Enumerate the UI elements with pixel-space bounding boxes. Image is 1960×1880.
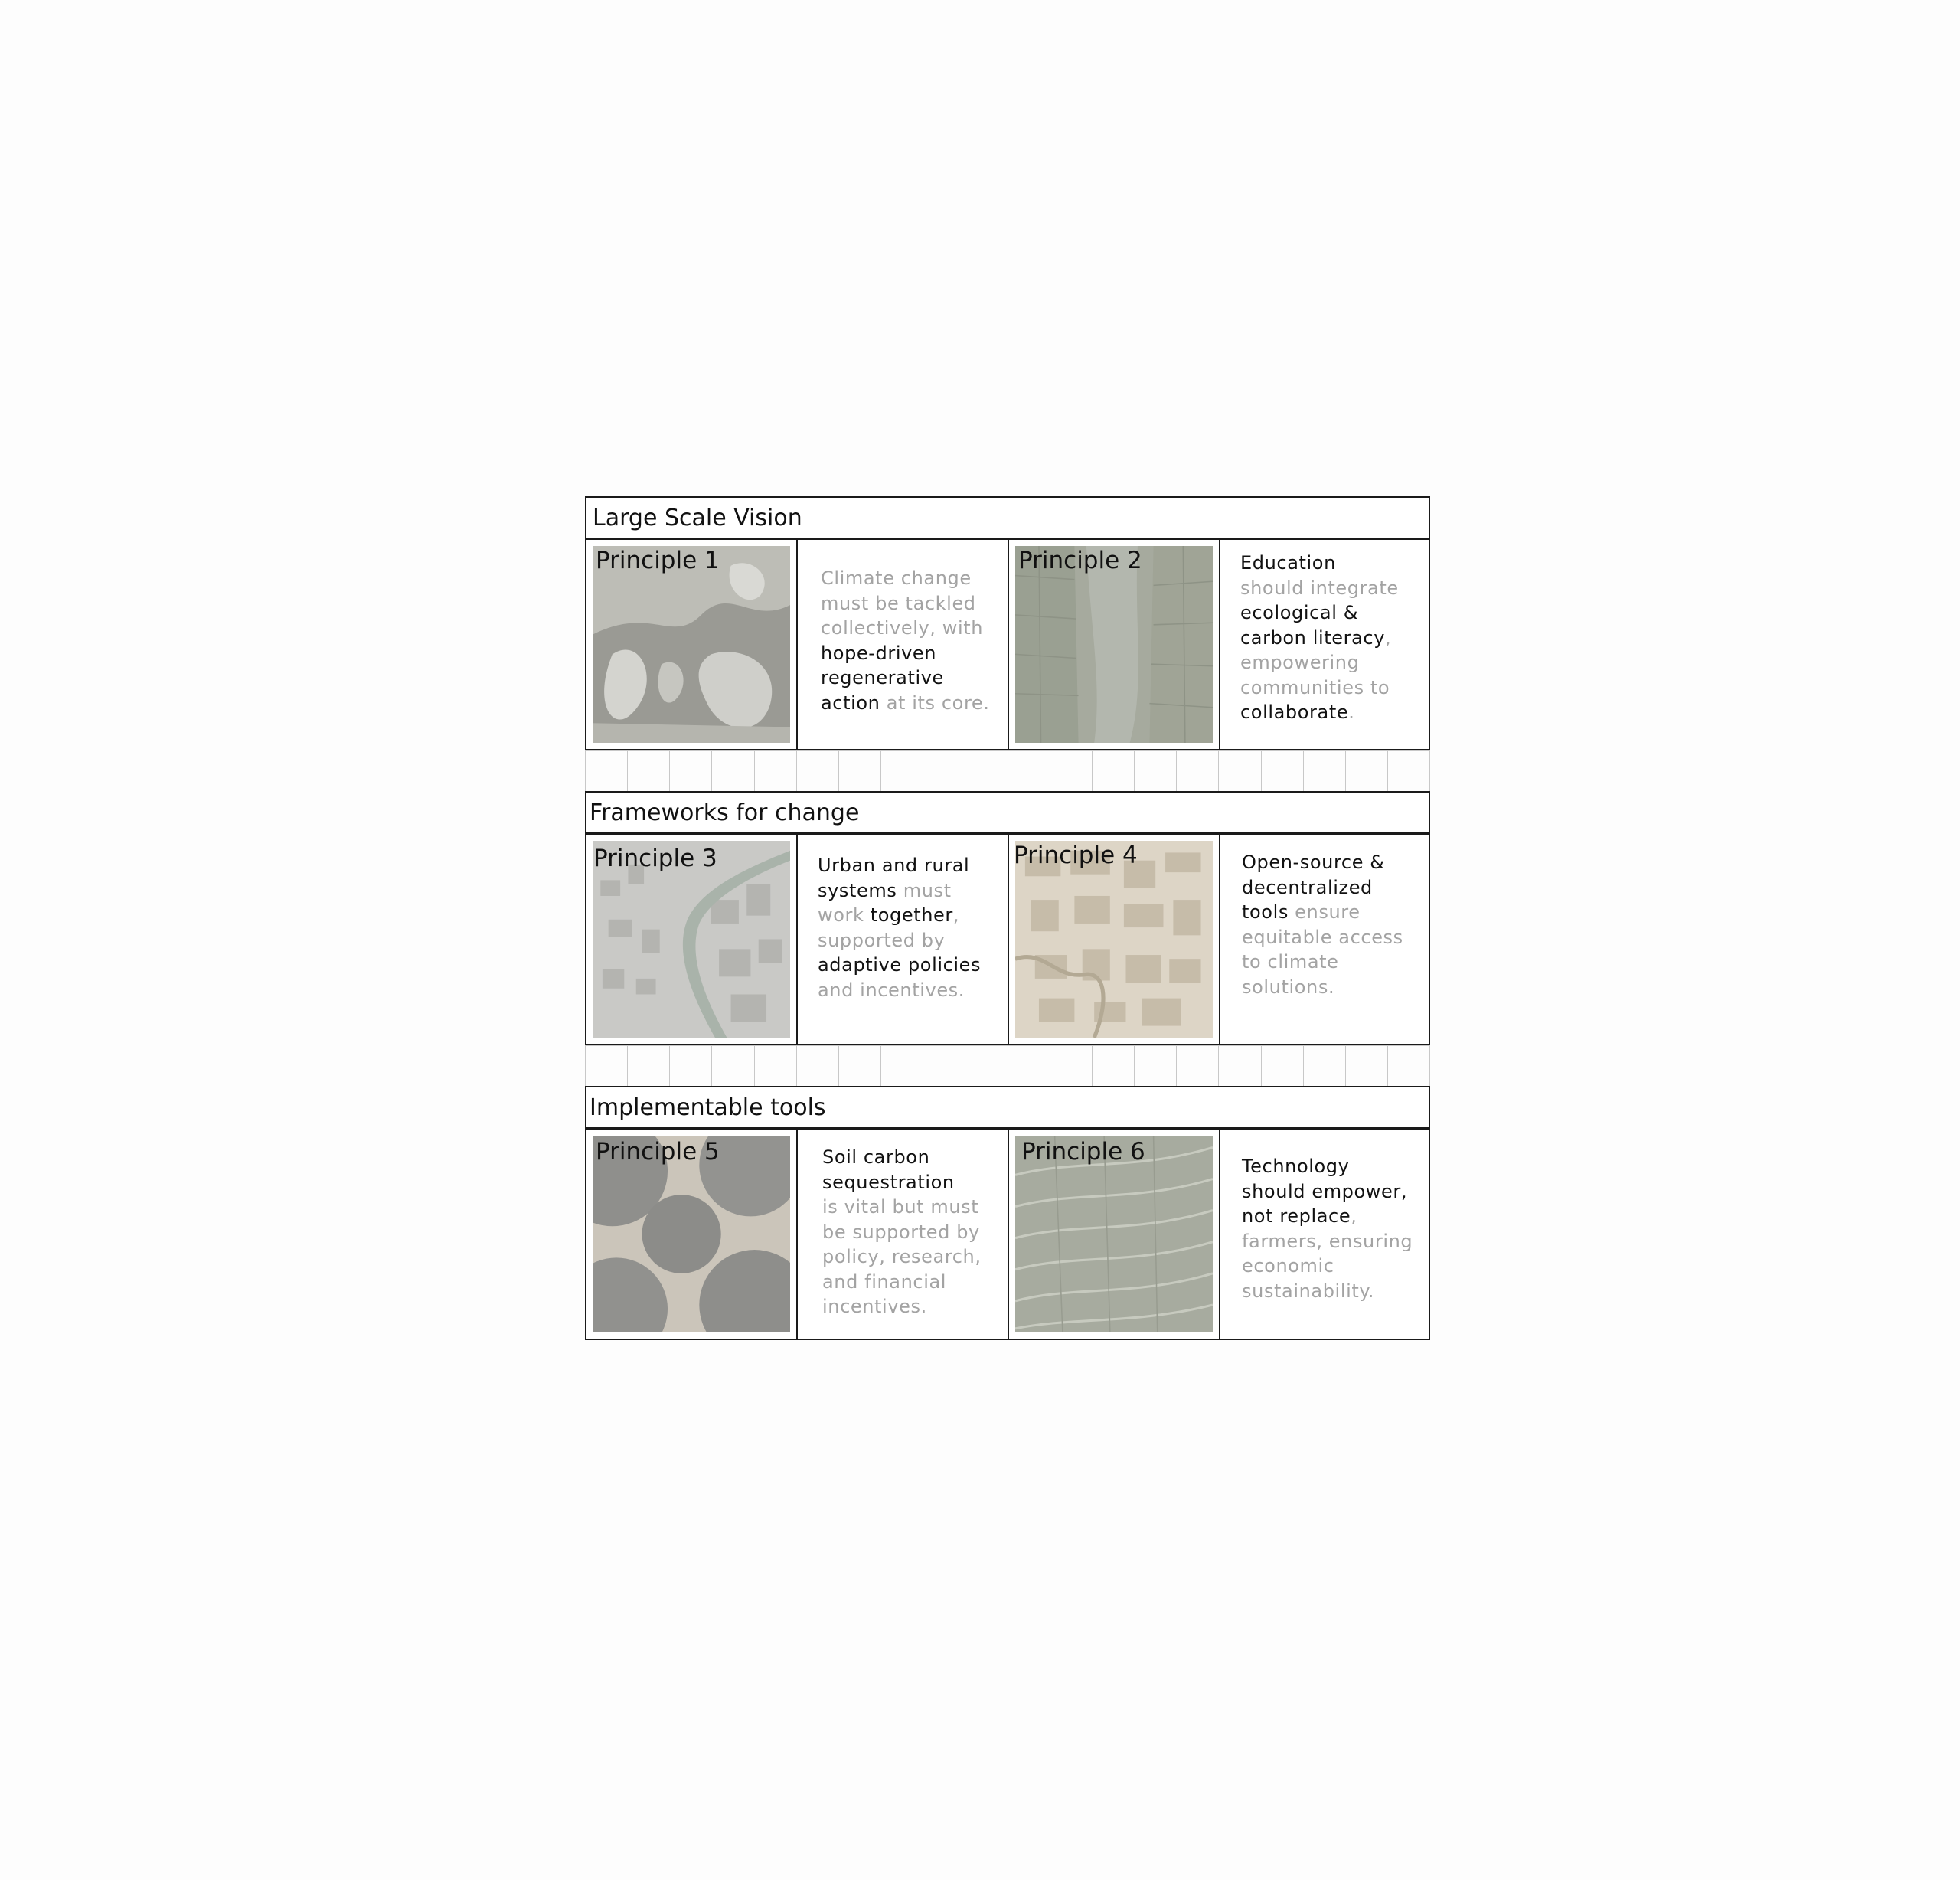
grid-cell	[797, 1046, 839, 1086]
grid-cell	[1346, 751, 1388, 791]
emphasis-text: hope-driven	[821, 642, 937, 664]
section-title: Large Scale Vision	[593, 505, 802, 531]
principle-4-image-panel	[1008, 833, 1220, 1045]
muted-text: is vital but must	[822, 1196, 979, 1218]
grid-cell	[1177, 751, 1219, 791]
grid-cell	[1219, 1046, 1261, 1086]
principle-2-description	[1240, 551, 1399, 725]
muted-text: ensure	[1288, 901, 1361, 923]
grid-cell	[628, 751, 670, 791]
grid-strip-2	[585, 1045, 1430, 1087]
emphasis-text: Technology	[1242, 1156, 1350, 1177]
muted-text: Climate change	[821, 567, 972, 589]
muted-text: sustainability.	[1242, 1280, 1374, 1302]
principle-1-description	[821, 566, 989, 715]
emphasis-text: collaborate	[1240, 701, 1349, 723]
grid-cell	[1050, 1046, 1093, 1086]
section-header-implementable-tools	[585, 1086, 1430, 1129]
description-line	[1240, 551, 1399, 576]
principle-6-text-panel	[1219, 1128, 1430, 1340]
description-line	[822, 1145, 982, 1170]
aerial-terraced-plots-image	[1015, 841, 1213, 1038]
principle-5-label: Principle 5	[596, 1138, 720, 1166]
description-line	[821, 591, 989, 616]
muted-text: be supported by	[822, 1221, 980, 1243]
emphasis-text: carbon literacy	[1240, 626, 1386, 649]
muted-text: ,	[1385, 626, 1392, 649]
grid-cell	[1304, 751, 1346, 791]
muted-text: to climate	[1242, 951, 1339, 973]
muted-text: supported by	[818, 929, 946, 951]
grid-cell	[755, 1046, 797, 1086]
grid-cell	[923, 751, 965, 791]
grid-cell	[965, 751, 1008, 791]
description-line	[1242, 1254, 1413, 1279]
grid-cell	[712, 1046, 754, 1086]
description-line	[1240, 576, 1399, 601]
description-line	[821, 665, 989, 691]
principle-3-text-panel	[796, 833, 1009, 1045]
principle-4-label: Principle 4	[1014, 842, 1138, 869]
grid-cell	[1093, 751, 1135, 791]
description-line	[1242, 875, 1403, 901]
description-line	[821, 566, 989, 591]
section-header-frameworks-for-change	[585, 791, 1430, 834]
grid-cell	[1093, 1046, 1135, 1086]
grid-cell	[797, 751, 839, 791]
muted-text: and incentives.	[818, 979, 965, 1001]
description-line	[818, 903, 981, 928]
grid-cell	[670, 1046, 712, 1086]
description-line	[1240, 675, 1399, 701]
muted-text: ,	[1351, 1205, 1357, 1227]
grid-cell	[670, 751, 712, 791]
description-line	[1242, 900, 1403, 925]
principle-2-label: Principle 2	[1018, 547, 1142, 574]
grid-strip-1	[585, 750, 1430, 792]
principle-3-description	[818, 853, 981, 1002]
emphasis-text: Urban and rural	[818, 855, 970, 876]
muted-text: policy, research,	[822, 1246, 982, 1267]
section-title: Implementable tools	[590, 1094, 826, 1121]
description-line	[818, 878, 981, 904]
principle-5-description	[822, 1145, 982, 1319]
emphasis-text: regenerative	[821, 667, 944, 688]
principle-5-image-panel	[585, 1128, 798, 1340]
muted-text: must be tackled	[821, 592, 976, 614]
grid-cell	[1177, 1046, 1219, 1086]
emphasis-text: systems	[818, 879, 897, 901]
principles-board	[585, 496, 1430, 1342]
grid-cell	[923, 1046, 965, 1086]
muted-text: should integrate	[1240, 577, 1399, 599]
muted-text: .	[1348, 701, 1355, 723]
grid-cell	[1388, 1046, 1430, 1086]
description-line	[818, 953, 981, 978]
muted-text: work	[818, 904, 871, 926]
grid-cell	[1219, 751, 1261, 791]
principle-3-image-panel	[585, 833, 798, 1045]
grid-cell	[1262, 751, 1304, 791]
aerial-river-fields-image	[1015, 546, 1213, 743]
grid-cell	[628, 1046, 670, 1086]
emphasis-text: Open-source &	[1242, 852, 1385, 873]
grid-cell	[585, 1046, 628, 1086]
muted-text: and financial	[822, 1270, 947, 1293]
grid-cell	[1304, 1046, 1346, 1086]
muted-text: equitable access	[1242, 926, 1403, 948]
principle-1-label: Principle 1	[596, 547, 720, 574]
description-line	[818, 853, 981, 878]
description-line	[821, 616, 989, 641]
grid-cell	[1262, 1046, 1304, 1086]
description-line	[822, 1195, 982, 1220]
description-line	[1242, 1279, 1413, 1304]
description-line	[1240, 650, 1399, 675]
description-line	[1240, 600, 1399, 626]
description-line	[818, 928, 981, 953]
description-line	[822, 1170, 982, 1195]
emphasis-text: should empower,	[1242, 1180, 1408, 1202]
principle-2-image-panel	[1008, 538, 1220, 750]
principle-3-label: Principle 3	[593, 845, 717, 872]
muted-text: must	[897, 879, 952, 901]
description-line	[821, 691, 989, 716]
grid-cell	[965, 1046, 1008, 1086]
description-line	[1242, 975, 1403, 1000]
muted-text: empowering	[1240, 652, 1360, 673]
emphasis-text: Soil carbon	[822, 1146, 930, 1168]
description-line	[1240, 626, 1399, 651]
emphasis-text: tools	[1242, 901, 1289, 923]
grid-cell	[1388, 751, 1430, 791]
principle-1-text-panel	[796, 538, 1009, 750]
principle-6-label: Principle 6	[1021, 1138, 1145, 1166]
description-line	[1242, 1229, 1413, 1254]
grid-cell	[1008, 751, 1050, 791]
principle-2-text-panel	[1219, 538, 1430, 750]
grid-cell	[839, 1046, 881, 1086]
principle-6-image-panel	[1008, 1128, 1220, 1340]
grid-cell	[1135, 751, 1177, 791]
muted-text: communities to	[1240, 676, 1390, 698]
grid-cell	[881, 751, 923, 791]
description-line	[822, 1244, 982, 1270]
grid-cell	[1346, 1046, 1388, 1086]
principle-1-image-panel	[585, 538, 798, 750]
emphasis-text: ecological &	[1240, 602, 1359, 623]
description-line	[1242, 1154, 1413, 1179]
principle-6-description	[1242, 1154, 1413, 1303]
description-line	[1242, 850, 1403, 875]
section-title: Frameworks for change	[590, 799, 860, 826]
grid-cell	[839, 751, 881, 791]
grid-cell	[1135, 1046, 1177, 1086]
description-line	[822, 1270, 982, 1295]
description-line	[1242, 1179, 1413, 1205]
emphasis-text: not replace	[1242, 1205, 1351, 1227]
description-line	[822, 1294, 982, 1319]
description-line	[821, 641, 989, 666]
muted-text: collectively, with	[821, 617, 984, 639]
emphasis-text: decentralized	[1242, 876, 1373, 898]
grid-cell	[1050, 751, 1093, 791]
grid-cell	[585, 751, 628, 791]
principle-4-description	[1242, 850, 1403, 999]
description-line	[822, 1220, 982, 1245]
section-header-large-scale-vision	[585, 496, 1430, 539]
muted-text: solutions.	[1242, 976, 1335, 998]
emphasis-text: sequestration	[822, 1171, 955, 1193]
grid-cell	[1008, 1046, 1050, 1086]
grid-cell	[712, 751, 754, 791]
description-line	[1242, 950, 1403, 975]
emphasis-text: together	[870, 904, 953, 926]
principle-5-text-panel	[796, 1128, 1009, 1340]
aerial-wetland-image	[593, 546, 790, 743]
description-line	[818, 978, 981, 1003]
muted-text: farmers, ensuring	[1242, 1230, 1413, 1252]
grid-cell	[755, 751, 797, 791]
muted-text: incentives.	[822, 1296, 927, 1317]
principle-4-text-panel	[1219, 833, 1430, 1045]
description-line	[1242, 925, 1403, 950]
description-line	[1240, 700, 1399, 725]
grid-cell	[881, 1046, 923, 1086]
emphasis-text: adaptive policies	[818, 954, 982, 976]
emphasis-text: action	[821, 692, 880, 714]
emphasis-text: Education	[1240, 552, 1336, 574]
description-line	[1242, 1204, 1413, 1229]
muted-text: ,	[952, 904, 960, 926]
muted-text: economic	[1242, 1255, 1334, 1277]
muted-text: at its core.	[880, 692, 990, 714]
